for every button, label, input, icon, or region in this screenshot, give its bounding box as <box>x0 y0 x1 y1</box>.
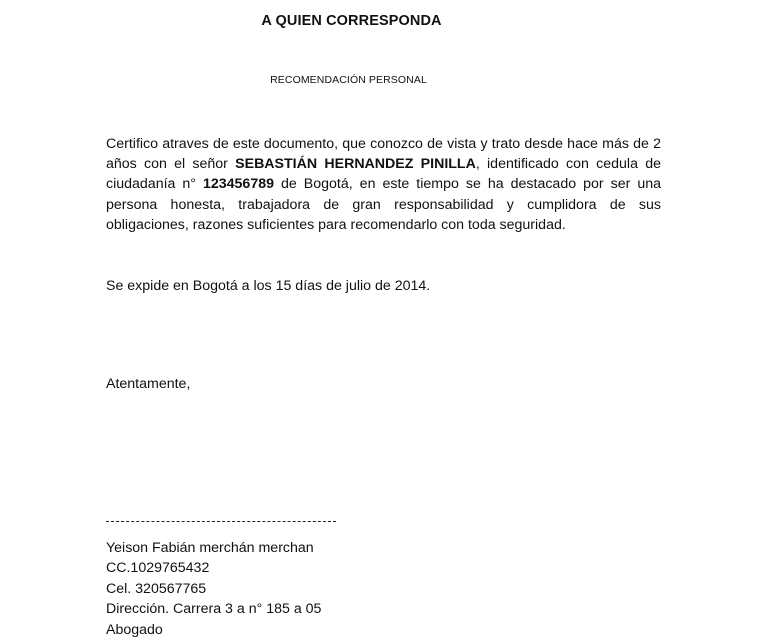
body-text-part-1: Certifico atraves de este documento, que conozco de vista y trato desde hace más de 2 años con el señor <box>106 136 661 173</box>
signer-role: Abogado <box>106 621 163 638</box>
signer-name: Yeison Fabián merchán merchan <box>106 540 314 556</box>
closing-salutation: Atentamente, <box>106 376 191 392</box>
signer-phone: Cel. 320567765 <box>106 580 207 597</box>
signer-cc: CC.1029765432 <box>106 560 210 577</box>
certification-paragraph <box>106 134 661 235</box>
body-text-part-2: , identificado con cedula de ciudadanía n° <box>106 156 661 193</box>
signer-address: Dirección. Carrera 3 a n° 185 a 05 <box>106 601 322 618</box>
document-title: A QUIEN CORRESPONDA <box>261 13 442 29</box>
document-subtitle: RECOMENDACIÓN PERSONAL <box>270 74 427 86</box>
expedition-line: Se expide en Bogotá a los 15 días de julio de 2014. <box>106 278 431 294</box>
signature-line <box>106 521 336 522</box>
body-text-part-3: de Bogotá, en este tiempo se ha destacado por ser una persona honesta, trabajadora de gran responsabilidad y cumplidora de sus obligaciones, razones suficientes para recomendarlo con toda seguridad. <box>106 176 661 233</box>
signer-block <box>106 538 321 640</box>
person-name: SEBASTIÁN HERNANDEZ PINILLA <box>235 156 476 173</box>
id-number: 123456789 <box>202 176 274 193</box>
